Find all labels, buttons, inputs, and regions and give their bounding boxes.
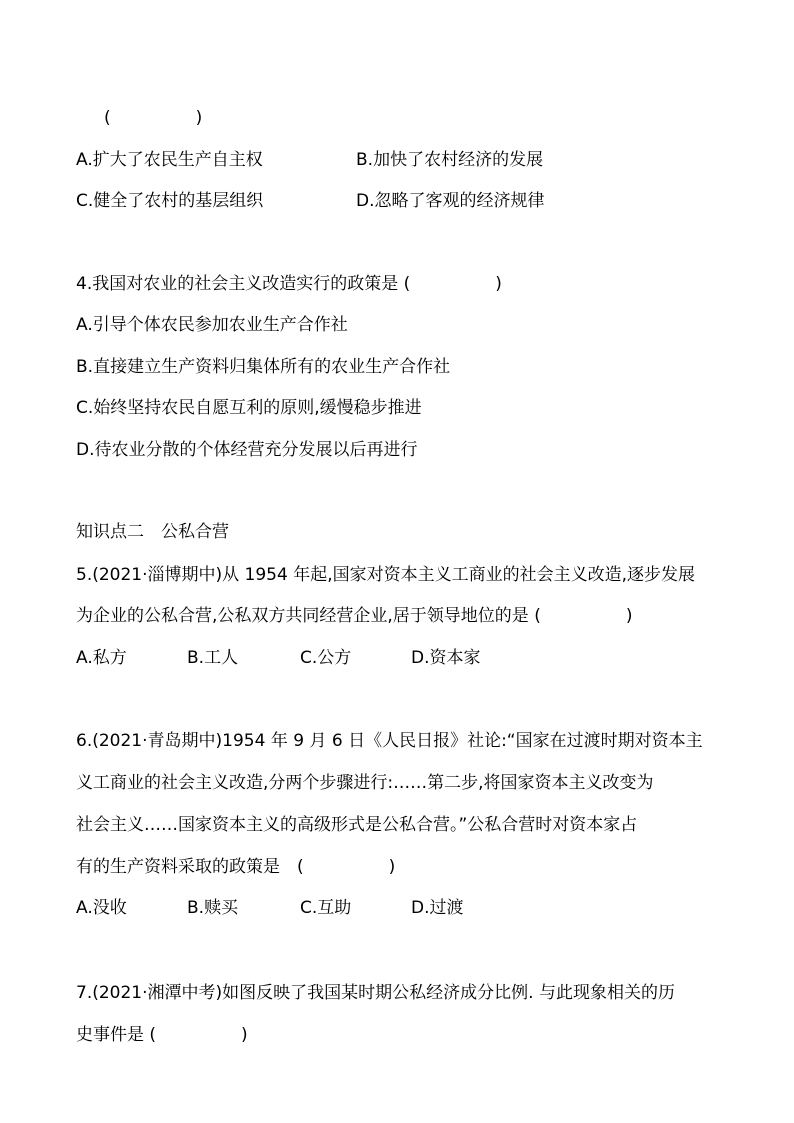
q5-option-c: C.公方 xyxy=(300,648,352,668)
q4-option-c: C.始终坚持农民自愿互利的原则,缓慢稳步推进 xyxy=(76,398,422,418)
q3-option-b: B.加快了农村经济的发展 xyxy=(356,150,544,170)
section-heading: 知识点二 公私合营 xyxy=(76,522,229,542)
q6-stem-line-2: 义工商业的社会主义改造,分两个步骤进行:……第二步,将国家资本主义改变为 xyxy=(76,773,654,793)
q5-stem-line-1: 5.(2021·淄博期中)从 1954 年起,国家对资本主义工商业的社会主义改造,逐步发展 xyxy=(76,565,696,585)
q5-option-a: A.私方 xyxy=(76,648,127,668)
q3-answer-paren: ( ) xyxy=(104,108,203,128)
q4-stem: 4.我国对农业的社会主义改造实行的政策是 ( ) xyxy=(76,274,502,294)
q3-option-d: D.忽略了客观的经济规律 xyxy=(356,191,545,211)
q3-option-a: A.扩大了农民生产自主权 xyxy=(76,150,263,170)
q7-stem-line-1: 7.(2021·湘潭中考)如图反映了我国某时期公私经济成分比例. 与此现象相关的历 xyxy=(76,983,675,1003)
q6-option-c: C.互助 xyxy=(300,898,352,918)
q6-option-b: B.赎买 xyxy=(187,898,239,918)
q6-option-d: D.过渡 xyxy=(411,898,464,918)
q4-option-a: A.引导个体农民参加农业生产合作社 xyxy=(76,315,348,335)
q4-option-d: D.待农业分散的个体经营充分发展以后再进行 xyxy=(76,440,418,460)
q6-stem-line-3: 社会主义……国家资本主义的高级形式是公私合营。”公私合营时对资本家占 xyxy=(76,815,638,835)
q6-option-a: A.没收 xyxy=(76,898,127,918)
q6-stem-line-4: 有的生产资料采取的政策是 ( ) xyxy=(76,857,396,877)
q6-stem-line-1: 6.(2021·青岛期中)1954 年 9 月 6 日《人民日报》社论:“国家在过渡时期对资本主 xyxy=(76,731,703,751)
q4-option-b: B.直接建立生产资料归集体所有的农业生产合作社 xyxy=(76,357,451,377)
q5-option-d: D.资本家 xyxy=(411,648,481,668)
q5-option-b: B.工人 xyxy=(187,648,239,668)
q3-option-c: C.健全了农村的基层组织 xyxy=(76,191,264,211)
q7-stem-line-2: 史事件是 ( ) xyxy=(76,1025,248,1045)
q5-stem-line-2: 为企业的公私合营,公私双方共同经营企业,居于领导地位的是 ( ) xyxy=(76,606,633,626)
